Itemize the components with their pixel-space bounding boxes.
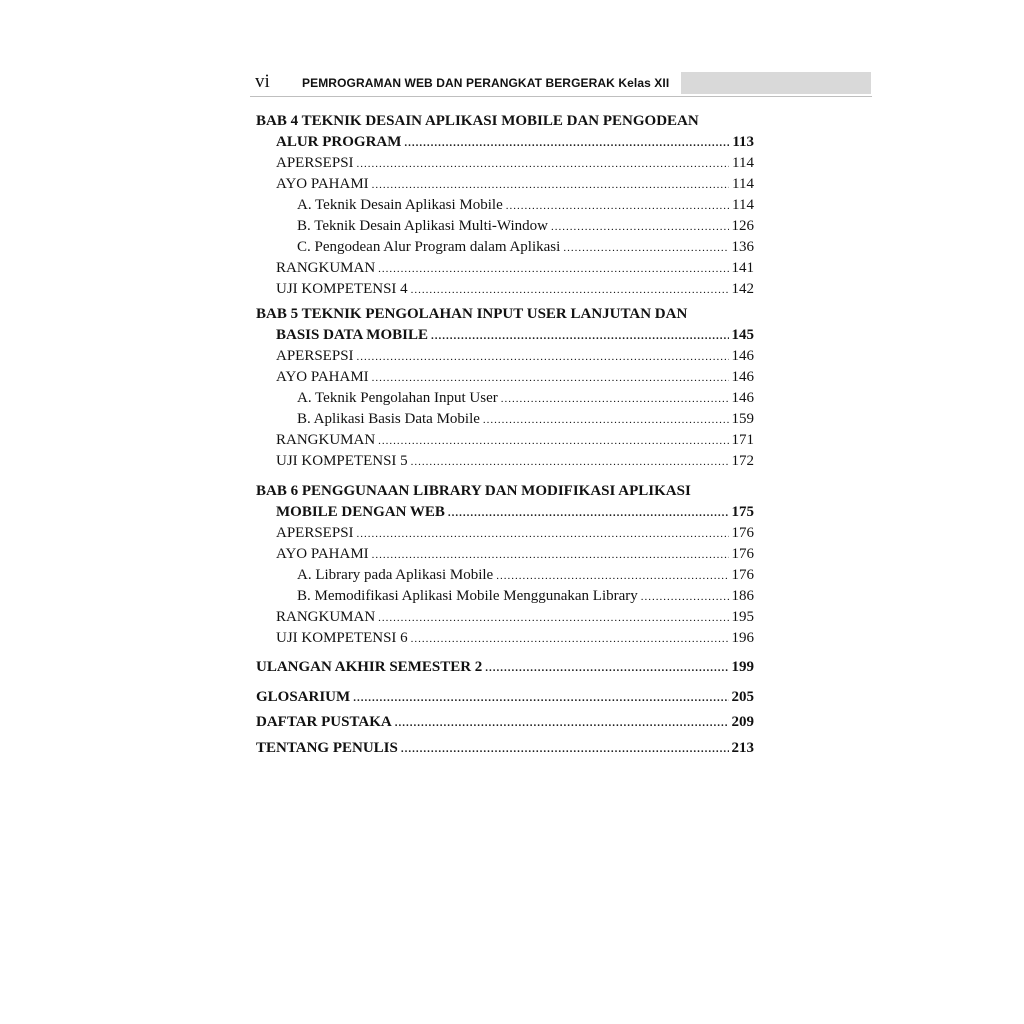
header-shade-bar: [681, 72, 871, 94]
toc-entry[interactable]: [297, 195, 754, 216]
leader-dots: [357, 347, 729, 367]
toc-entry-label: AYO PAHAMI: [276, 369, 369, 385]
toc-entry-label: RANGKUMAN: [276, 609, 376, 625]
leader-dots: [506, 196, 729, 216]
toc-entry-label: UJI KOMPETENSI 6: [276, 630, 408, 646]
toc-entry-page: 209: [731, 714, 754, 730]
toc-entry-page: 176: [731, 567, 754, 583]
toc-entry-label: UJI KOMPETENSI 4: [276, 281, 408, 297]
toc-entry-bab5[interactable]: [276, 325, 754, 346]
chapter-heading-bab5: BAB 5 TEKNIK PENGOLAHAN INPUT USER LANJUTAN DAN: [256, 306, 688, 322]
toc-entry-page: 113: [732, 134, 754, 150]
toc-entry-page: 176: [731, 546, 754, 562]
toc-entry-page: 114: [732, 176, 754, 192]
toc-entry-page: 205: [731, 689, 754, 705]
toc-entry[interactable]: [276, 523, 754, 544]
toc-entry-page: 145: [731, 327, 754, 343]
toc-entry-label: A. Teknik Pengolahan Input User: [297, 390, 498, 406]
page-number: vi: [255, 71, 270, 92]
leader-dots: [395, 713, 729, 733]
toc-entry-label: APERSEPSI: [276, 348, 354, 364]
toc-entry-label: AYO PAHAMI: [276, 546, 369, 562]
toc-entry-page: 175: [731, 504, 754, 520]
leader-dots: [378, 431, 728, 451]
toc-entry[interactable]: [276, 346, 754, 367]
toc-entry-label: C. Pengodean Alur Program dalam Aplikasi: [297, 239, 561, 255]
leader-dots: [483, 410, 729, 430]
toc-entry-bab6[interactable]: [276, 502, 754, 523]
toc-entry-label: GLOSARIUM: [256, 689, 351, 705]
toc-entry[interactable]: [276, 451, 754, 472]
toc-entry-page: 146: [731, 348, 754, 364]
toc-entry-label: ALUR PROGRAM: [276, 134, 402, 150]
toc-entry-page: 141: [731, 260, 754, 276]
toc-entry-page: 195: [731, 609, 754, 625]
toc-entry[interactable]: [297, 565, 754, 586]
toc-entry-label: DAFTAR PUSTAKA: [256, 714, 392, 730]
toc-entry-label: TENTANG PENULIS: [256, 740, 398, 756]
toc-entry-page: 171: [731, 432, 754, 448]
toc-entry-label: RANGKUMAN: [276, 260, 376, 276]
toc-entry[interactable]: [297, 586, 754, 607]
leader-dots: [401, 739, 729, 759]
page-header: [250, 70, 872, 96]
leader-dots: [357, 154, 730, 174]
toc-entry-label: MOBILE DENGAN WEB: [276, 504, 445, 520]
toc-entry-page: 146: [731, 390, 754, 406]
toc-entry-label: APERSEPSI: [276, 525, 354, 541]
leader-dots: [372, 368, 729, 388]
toc-entry-label: ULANGAN AKHIR SEMESTER 2: [256, 659, 483, 675]
toc-entry-page: 159: [731, 411, 754, 427]
toc-entry-page: 186: [731, 588, 754, 604]
leader-dots: [431, 326, 729, 346]
leader-dots: [448, 503, 729, 523]
toc-entry-daftar-pustaka[interactable]: [256, 712, 754, 733]
toc-entry[interactable]: [276, 279, 754, 300]
leader-dots: [353, 688, 728, 708]
toc-entry[interactable]: [276, 430, 754, 451]
toc-entry-label: RANGKUMAN: [276, 432, 376, 448]
toc-entry-label: B. Memodifikasi Aplikasi Mobile Menggunakan Library: [297, 588, 638, 604]
leader-dots: [411, 280, 729, 300]
leader-dots: [378, 608, 728, 628]
toc-entry-page: 213: [731, 740, 754, 756]
toc-entry[interactable]: [276, 544, 754, 565]
leader-dots: [551, 217, 729, 237]
toc-entry[interactable]: [276, 174, 754, 195]
leader-dots: [372, 175, 729, 195]
toc-entry-page: 142: [731, 281, 754, 297]
toc-entry-page: 196: [731, 630, 754, 646]
leader-dots: [485, 658, 728, 678]
toc-entry-label: UJI KOMPETENSI 5: [276, 453, 408, 469]
toc-entry-ulangan[interactable]: [256, 657, 754, 678]
leader-dots: [378, 259, 728, 279]
toc-entry[interactable]: [276, 367, 754, 388]
running-title: PEMROGRAMAN WEB DAN PERANGKAT BERGERAK Kelas XII: [302, 76, 670, 90]
toc-entry-label: A. Teknik Desain Aplikasi Mobile: [297, 197, 503, 213]
toc-entry[interactable]: [297, 237, 754, 258]
toc-entry-page: 136: [731, 239, 754, 255]
toc-entry-label: A. Library pada Aplikasi Mobile: [297, 567, 494, 583]
toc-entry-page: 176: [731, 525, 754, 541]
toc-entry-page: 146: [731, 369, 754, 385]
toc-entry-page: 114: [732, 197, 754, 213]
leader-dots: [501, 389, 729, 409]
leader-dots: [563, 238, 728, 258]
leader-dots: [411, 629, 729, 649]
toc-entry-label: APERSEPSI: [276, 155, 354, 171]
toc-entry-page: 199: [731, 659, 754, 675]
chapter-heading-bab6: BAB 6 PENGGUNAAN LIBRARY DAN MODIFIKASI APLIKASI: [256, 483, 691, 499]
leader-dots: [372, 545, 729, 565]
toc-entry-page: 126: [731, 218, 754, 234]
toc-entry-bab4[interactable]: [276, 132, 754, 153]
header-rule: [250, 96, 872, 97]
toc-entry[interactable]: [276, 628, 754, 649]
toc-entry-label: AYO PAHAMI: [276, 176, 369, 192]
toc-entry[interactable]: [297, 409, 754, 430]
toc-entry[interactable]: [297, 216, 754, 237]
toc-entry[interactable]: [276, 258, 754, 279]
leader-dots: [357, 524, 729, 544]
toc-entry-page: 114: [732, 155, 754, 171]
toc-entry-label: BASIS DATA MOBILE: [276, 327, 428, 343]
toc-entry-glosarium[interactable]: [256, 687, 754, 708]
leader-dots: [404, 133, 729, 153]
toc-entry-label: B. Teknik Desain Aplikasi Multi-Window: [297, 218, 548, 234]
toc-entry[interactable]: [276, 153, 754, 174]
toc-entry[interactable]: [276, 607, 754, 628]
chapter-heading-bab4: BAB 4 TEKNIK DESAIN APLIKASI MOBILE DAN PENGODEAN: [256, 113, 699, 129]
toc-entry-page: 172: [731, 453, 754, 469]
leader-dots: [641, 587, 729, 607]
toc-entry-label: B. Aplikasi Basis Data Mobile: [297, 411, 480, 427]
toc-entry[interactable]: [297, 388, 754, 409]
leader-dots: [496, 566, 728, 586]
leader-dots: [411, 452, 729, 472]
toc-entry-tentang-penulis[interactable]: [256, 738, 754, 759]
